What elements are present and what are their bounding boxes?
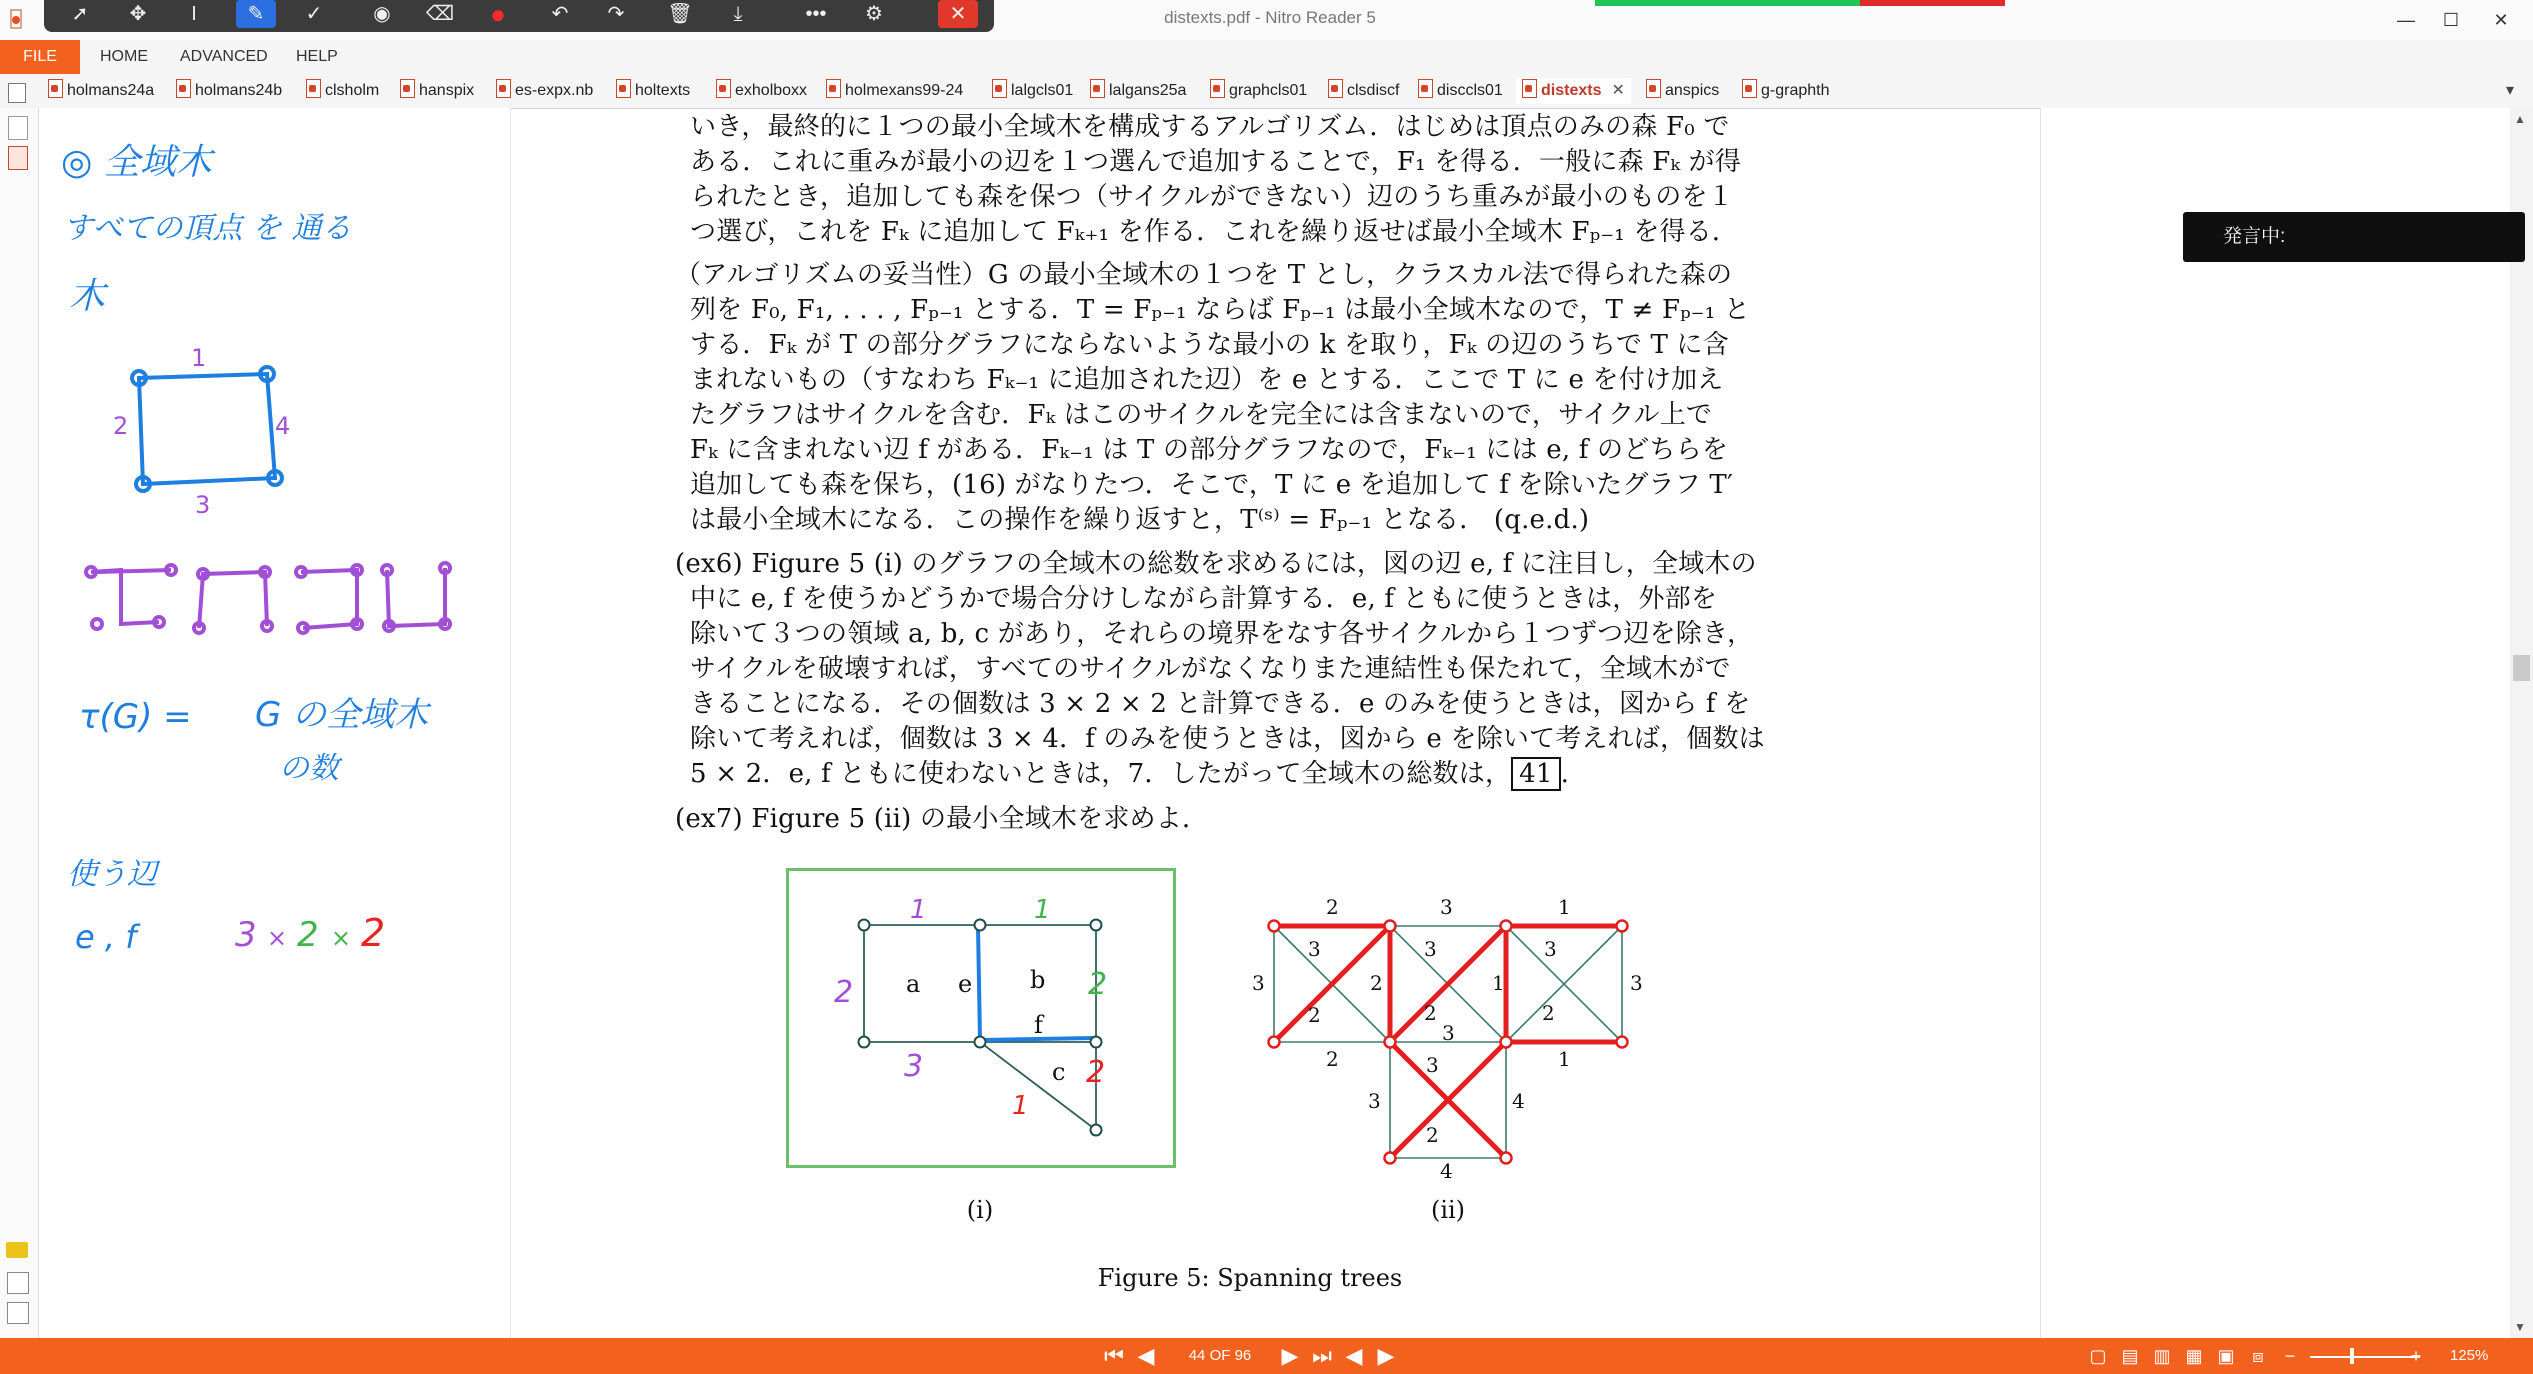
doc-tab[interactable]: holmans24a: [48, 78, 154, 104]
single-page-view-icon[interactable]: ▢: [2089, 1346, 2107, 1366]
doc-tab-active[interactable]: distexts ✕: [1516, 78, 1631, 104]
note-line: すべての頂点 を 通る: [63, 211, 352, 246]
edge-label: 3: [195, 491, 211, 519]
svg-text:3: 3: [1544, 937, 1557, 961]
caption-ii: (ii): [1430, 1196, 1466, 1224]
figure-i: [786, 868, 1176, 1168]
text-line: （アルゴリズムの妥当性）G の最小全域木の１つを T とし，クラスカル法で得られた森の: [675, 260, 1733, 290]
target-icon[interactable]: ◉: [373, 3, 391, 25]
text-line: 除いて考えれば，個数は 3 × 4．f のみを使うときは，図から e を除いて考えれば，個数は: [690, 724, 1765, 754]
text-line: (ex6) Figure 5 (i) のグラフの全域木の総数を求めるには，図の辺 e, f に注目し，全域木の: [675, 549, 1757, 579]
zoom-level[interactable]: 125%: [2450, 1347, 2489, 1364]
svg-text:1: 1: [1034, 895, 1051, 925]
text-line: Fₖ に含まれない辺 f がある．Fₖ₋₁ は T の部分グラフなので，Fₖ₋₁ には e, f のどちらを: [690, 435, 1729, 465]
left-side-rail: [0, 108, 39, 1338]
undo-icon[interactable]: ↶: [551, 3, 569, 25]
svg-text:2: 2: [1426, 1123, 1439, 1147]
pdf-icon: [1328, 79, 1343, 98]
svg-text:1: 1: [910, 895, 927, 925]
edge-weights: [1252, 895, 1643, 1180]
figure-ii: [1240, 890, 1660, 1180]
formula-left: τ(G) =: [79, 697, 192, 737]
last-page-icon[interactable]: ⏭: [1312, 1343, 1332, 1368]
figure-caption: Figure 5: Spanning trees: [1097, 1264, 1403, 1292]
svg-text:2: 2: [834, 975, 854, 1010]
svg-text:2: 2: [1424, 1001, 1437, 1025]
comments-icon[interactable]: [6, 1242, 28, 1258]
handwritten-notes: [39, 108, 510, 1338]
text-line: 追加しても森を保ち，(16) がなりたつ．そこで，T に e を追加して f を除いたグラフ T′: [690, 470, 1734, 500]
pdf-icon: [616, 79, 631, 98]
exercise-7: (ex7) Figure 5 (ii) の最小全域木を求めよ．: [675, 804, 1209, 834]
page-edge-left: [510, 108, 511, 1338]
text-cursor-icon[interactable]: I: [191, 3, 197, 25]
doc-tab[interactable]: holmexans99-24: [826, 78, 963, 104]
svg-text:2: 2: [1326, 895, 1339, 919]
text-line: 除いて３つの領域 a, b, c があり，それらの境界をなす各サイクルから１つずつ辺を除き，: [690, 619, 1754, 649]
text-line: きることになる．その個数は 3 × 2 × 2 と計算できる．e のみを使うときは，図から f を: [690, 689, 1751, 719]
pdf-icon: [496, 79, 511, 98]
svg-text:3: 3: [904, 1049, 924, 1084]
user-gear-icon[interactable]: ⚙: [865, 3, 883, 25]
used-edges-note: 使う辺: [67, 857, 157, 892]
checkmark-icon[interactable]: ✓: [305, 3, 323, 25]
doc-tab[interactable]: disccls01: [1418, 78, 1503, 104]
caption-i: (i): [966, 1196, 994, 1224]
doc-tab[interactable]: anspics: [1646, 78, 1719, 104]
svg-text:2: 2: [1542, 1001, 1555, 1025]
first-page-icon[interactable]: ⏮: [1104, 1343, 1124, 1368]
svg-text:3: 3: [1440, 895, 1453, 919]
page-indicator[interactable]: 44 OF 96: [1188, 1347, 1252, 1364]
download-icon[interactable]: ⤓: [733, 3, 743, 25]
svg-text:3: 3: [1426, 1053, 1439, 1077]
pdf-icon: [992, 79, 1007, 98]
scroll-down-icon[interactable]: ▼: [2514, 1320, 2526, 1334]
svg-text:4: 4: [1512, 1089, 1525, 1113]
fit-page-icon[interactable]: ⧈: [2252, 1346, 2264, 1366]
svg-text:1: 1: [1558, 895, 1571, 919]
pages-panel-icon[interactable]: [8, 116, 28, 140]
svg-text:2: 2: [1370, 971, 1383, 995]
text-line: する．Fₖ が T の部分グラフにならないような最小の k を取り，Fₖ の辺のうちで T に含: [690, 330, 1729, 360]
doc-tab[interactable]: clsdiscf: [1328, 78, 1399, 104]
doc-tab[interactable]: holtexts: [616, 78, 690, 104]
meeting-green-indicator: [1595, 0, 1860, 6]
speaking-indicator: 発言中:: [2183, 212, 2525, 262]
app-logo-icon: [8, 8, 24, 30]
formula-tail: の数: [279, 751, 339, 786]
svg-text:2: 2: [1088, 967, 1108, 1002]
svg-text:3: 3: [1308, 937, 1321, 961]
next-page-icon[interactable]: ▶: [1281, 1343, 1299, 1368]
text-line: られたとき，追加しても森を保つ（サイクルができない）辺のうち重みが最小のものを１: [690, 182, 1734, 212]
tab-help[interactable]: HELP: [296, 48, 338, 65]
pdf-icon: [826, 79, 841, 98]
ribbon-bar: [0, 40, 2533, 74]
svg-text:3: 3: [1630, 971, 1643, 995]
close-window-button[interactable]: ✕: [2493, 10, 2509, 30]
full-screen-icon[interactable]: ▣: [2217, 1346, 2235, 1366]
svg-text:2: 2: [1086, 1055, 1106, 1090]
svg-text:3: 3: [1368, 1089, 1381, 1113]
doc-tab[interactable]: g-graphth: [1742, 78, 1830, 104]
pdf-icon: [176, 79, 191, 98]
red-dot-icon[interactable]: ●: [490, 0, 506, 29]
text-line: サイクルを破壊すれば，すべてのサイクルがなくなりまた連結性も保たれて，全域木がで: [690, 654, 1731, 684]
zoom-in-icon[interactable]: +: [2410, 1346, 2422, 1366]
scrollbar-thumb[interactable]: [2513, 655, 2530, 681]
text-line: たグラフはサイクルを含む．Fₖ はこのサイクルを完全には含まないので，サイクル上で: [690, 400, 1713, 430]
text-line: 中に e, f を使うかどうかで場合分けしながら計算する．e, f ともに使うときは，外部を: [690, 584, 1718, 614]
calc-term: 3: [235, 915, 257, 955]
pdf-icon: [1210, 79, 1225, 98]
edge-label: 1: [191, 344, 207, 372]
doc-tab[interactable]: es-expx.nb: [496, 78, 593, 104]
doc-tab[interactable]: clsholm: [306, 78, 379, 104]
previous-page-icon[interactable]: ◀: [1137, 1343, 1155, 1368]
doc-tab[interactable]: lalgans25a: [1090, 78, 1186, 104]
pdf-icon: [400, 79, 415, 98]
facing-view-icon[interactable]: ▥: [2153, 1346, 2171, 1366]
svg-text:1: 1: [1012, 1091, 1029, 1121]
doc-tab[interactable]: holmans24b: [176, 78, 282, 104]
eraser-icon[interactable]: ⌫: [425, 3, 455, 25]
text-line: [690, 757, 1810, 792]
calc-times: ×: [331, 924, 352, 952]
edge-label: 2: [113, 412, 129, 440]
doc-tab[interactable]: lalgcls01: [992, 78, 1073, 104]
minimize-button[interactable]: —: [2397, 10, 2415, 30]
floating-annotation-toolbar: [44, 0, 994, 32]
text-line: つ選び，これを Fₖ に追加して Fₖ₊₁ を作る．これを繰り返せば最小全域木 Fₚ₋₁ を得る．: [690, 217, 1739, 247]
svg-text:3: 3: [1252, 971, 1265, 995]
text-line: いき，最終的に１つの最小全域木を構成するアルゴリズム．はじめは頂点のみの森 F₀ で: [690, 112, 1730, 142]
trash-icon[interactable]: 🗑: [667, 3, 693, 25]
layers-icon[interactable]: [7, 1302, 29, 1324]
text-line-content: 5 × 2．e, f ともに使わないときは，7．したがって全域木の総数は，: [690, 759, 1512, 789]
region-label-b: b: [1030, 966, 1046, 994]
doc-tab[interactable]: exholboxx: [716, 78, 807, 104]
svg-text:3: 3: [1442, 1021, 1455, 1045]
pdf-icon: [1646, 79, 1661, 98]
text-line: ある．これに重みが最小の辺を１つ選んで追加することで，F₁ を得る．一般に森 Fₖ が得: [690, 147, 1742, 177]
tab-advanced[interactable]: ADVANCED: [180, 48, 268, 65]
pdf-icon: [48, 79, 63, 98]
pen-icon[interactable]: ✎: [236, 0, 276, 28]
go-forward-icon[interactable]: ▶: [1377, 1343, 1395, 1368]
maximize-button[interactable]: ☐: [2442, 10, 2460, 30]
region-label-a: a: [906, 970, 921, 998]
facing-continuous-view-icon[interactable]: ▦: [2185, 1346, 2203, 1366]
svg-text:1: 1: [1558, 1047, 1571, 1071]
calc-term: 2: [361, 911, 386, 955]
meeting-red-indicator: [1860, 0, 2005, 6]
pdf-icon: [1522, 79, 1537, 98]
doc-tab[interactable]: graphcls01: [1210, 78, 1307, 104]
zoom-slider-thumb[interactable]: [2350, 1348, 2354, 1364]
page-icon[interactable]: [8, 83, 26, 103]
svg-text:3: 3: [1424, 937, 1437, 961]
right-page-gutter: [2040, 108, 2511, 1338]
continuous-view-icon[interactable]: ▤: [2121, 1346, 2139, 1366]
redo-icon[interactable]: ↷: [607, 3, 625, 25]
tab-file[interactable]: FILE: [0, 40, 80, 74]
svg-text:1: 1: [1492, 971, 1505, 995]
tab-home[interactable]: HOME: [100, 48, 148, 65]
doc-tab[interactable]: hanspix: [400, 78, 474, 104]
bookmarks-panel-icon[interactable]: [8, 146, 28, 170]
figure-i-handwritten-marks: [834, 895, 1107, 1121]
pdf-icon: [1090, 79, 1105, 98]
text-line: は最小全域木になる．この操作を繰り返すと，T⁽ˢ⁾ = Fₚ₋₁ となる． (q.e.d.): [690, 505, 1590, 535]
formula-right: G の全域木: [255, 695, 429, 735]
region-label-c: c: [1052, 1058, 1066, 1086]
text-line: まれないもの（すなわち Fₖ₋₁ に追加された辺）を e とする．ここで T に e を付け加え: [690, 365, 1724, 395]
attachments-icon[interactable]: [7, 1272, 29, 1294]
pdf-icon: [1742, 79, 1757, 98]
svg-text:4: 4: [1440, 1159, 1453, 1180]
tab-overflow-icon[interactable]: ▾: [2506, 82, 2515, 99]
scroll-up-icon[interactable]: ▲: [2514, 112, 2526, 126]
pdf-icon: [716, 79, 731, 98]
note-heading: ◎ 全域木: [61, 142, 212, 183]
edge-label-e: e: [958, 970, 973, 998]
close-toolbar-icon[interactable]: ✕: [938, 0, 978, 28]
edge-label-f: f: [1034, 1011, 1043, 1039]
spanning-tree-sketches: [86, 563, 450, 633]
svg-text:2: 2: [1326, 1047, 1339, 1071]
window-title: distexts.pdf - Nitro Reader 5: [1164, 8, 1376, 27]
pan-icon[interactable]: ✥: [129, 3, 147, 25]
svg-text:2: 2: [1308, 1003, 1321, 1027]
vertical-scrollbar[interactable]: [2510, 108, 2533, 1338]
select-icon[interactable]: ➚: [71, 3, 89, 25]
close-tab-icon[interactable]: ✕: [1611, 82, 1625, 99]
pdf-icon: [1418, 79, 1433, 98]
go-back-icon[interactable]: ◀: [1345, 1343, 1363, 1368]
calc-times: ×: [267, 924, 288, 952]
pdf-icon: [306, 79, 321, 98]
text-line-suffix: .: [1560, 759, 1570, 789]
square-graph-sketch: [132, 367, 282, 491]
edges-ef-note: e , f: [75, 918, 137, 956]
edge-label: 4: [275, 412, 291, 440]
more-icon[interactable]: •••: [805, 3, 827, 25]
zoom-out-icon[interactable]: −: [2284, 1346, 2296, 1366]
answer-box: 41: [1511, 757, 1560, 791]
note-line: 木: [69, 276, 106, 317]
calc-term: 2: [297, 915, 319, 955]
text-line: 列を F₀, F₁, . . . , Fₚ₋₁ とする．T = Fₚ₋₁ ならば Fₚ₋₁ は最小全域木なので，T ≠ Fₚ₋₁ と: [690, 295, 1751, 325]
